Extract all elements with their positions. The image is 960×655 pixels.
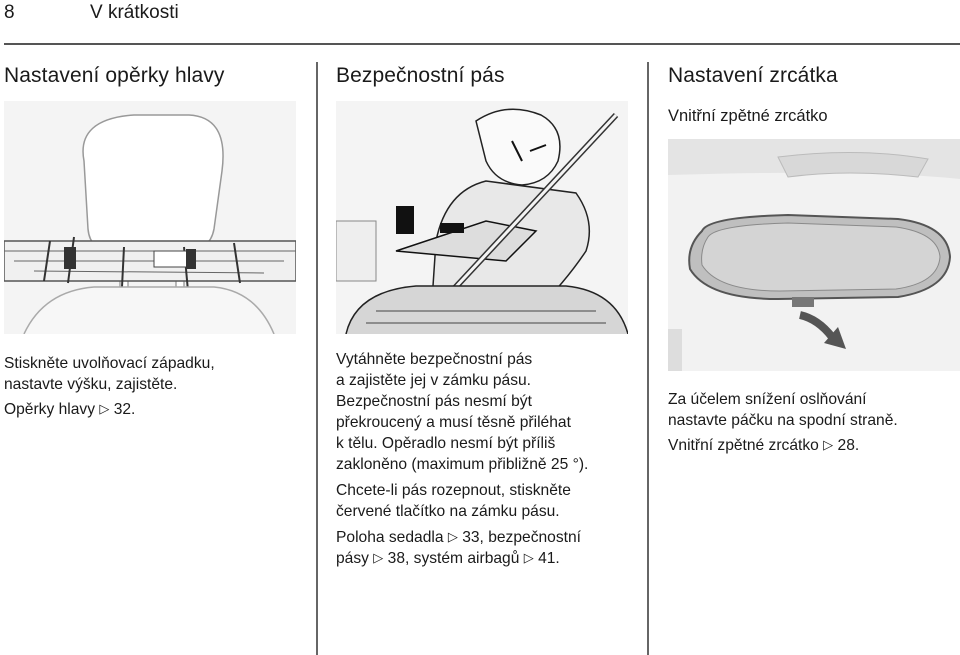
seatbelt-p1-line: zakloněno (maximum přibližně 25 °). — [336, 456, 589, 473]
reference-arrow-icon: ▷ — [823, 437, 834, 452]
seatbelt-ref-line-1[interactable] — [336, 527, 641, 548]
reference-arrow-icon: ▷ — [373, 550, 384, 565]
seatbelt-p1-line: a zajistěte jej v zámku pásu. — [336, 372, 532, 389]
headrest-ref-text: Opěrky hlavy — [4, 401, 95, 418]
column-divider-2 — [647, 62, 649, 655]
headrest-illustration — [4, 101, 296, 334]
reference-arrow-icon: ▷ — [523, 550, 534, 565]
seatbelt-p1-line: překroucený a musí těsně přiléhat — [336, 414, 571, 431]
headrest-ref-page: 32. — [113, 401, 136, 418]
headrest-line-1: Stiskněte uvolňovací západku, — [4, 355, 215, 372]
airbag-ref-text: 38, systém airbagů — [387, 550, 520, 567]
mirror-subtitle: Vnitřní zpětné zrcátko — [668, 107, 828, 125]
headrest-instructions — [4, 353, 304, 420]
seatbelt-p2-line: červené tlačítko na zámku pásu. — [336, 503, 560, 520]
headrest-reference[interactable] — [4, 399, 304, 420]
belts-text: pásy — [336, 550, 369, 567]
column-divider-1 — [316, 62, 318, 655]
airbag-ref-page: 41. — [538, 550, 560, 567]
seatbelt-p2-line: Chcete-li pás rozepnout, stiskněte — [336, 482, 571, 499]
seatbelt-text — [336, 349, 641, 569]
seatbelt-illustration — [336, 101, 628, 334]
seatbelt-p1-line: Bezpečnostní pás nesmí být — [336, 393, 532, 410]
seatbelt-section-title: Bezpečnostní pás — [336, 64, 505, 87]
mirror-line-1: Za účelem snížení oslňování — [668, 391, 867, 408]
mirror-line-2: nastavte páčku na spodní straně. — [668, 412, 898, 429]
mirror-section-title: Nastavení zrcátka — [668, 64, 838, 87]
chapter-title: V krátkosti — [90, 2, 179, 23]
mirror-ref-text: Vnitřní zpětné zrcátko — [668, 437, 819, 454]
seatbelt-ref-line-2[interactable] — [336, 548, 641, 569]
page-number: 8 — [4, 2, 15, 23]
headrest-section-title: Nastavení opěrky hlavy — [4, 64, 225, 87]
seat-position-ref: 33, bezpečnostní — [462, 529, 581, 546]
seatbelt-paragraph-3 — [336, 527, 641, 569]
mirror-text — [668, 389, 958, 456]
headrest-line-2: nastavte výšku, zajistěte. — [4, 376, 178, 393]
mirror-ref-page: 28. — [837, 437, 860, 454]
seatbelt-p1-line: Vytáhněte bezpečnostní pás — [336, 351, 533, 368]
mirror-illustration — [668, 139, 960, 371]
seat-position-text: Poloha sedadla — [336, 529, 444, 546]
mirror-reference[interactable] — [668, 435, 958, 456]
header-divider — [4, 43, 960, 45]
reference-arrow-icon: ▷ — [447, 529, 458, 544]
seatbelt-paragraph-1 — [336, 349, 641, 475]
seatbelt-paragraph-2 — [336, 480, 641, 522]
reference-arrow-icon: ▷ — [99, 401, 110, 416]
seatbelt-p1-line: k tělu. Opěradlo nesmí být příliš — [336, 435, 556, 452]
